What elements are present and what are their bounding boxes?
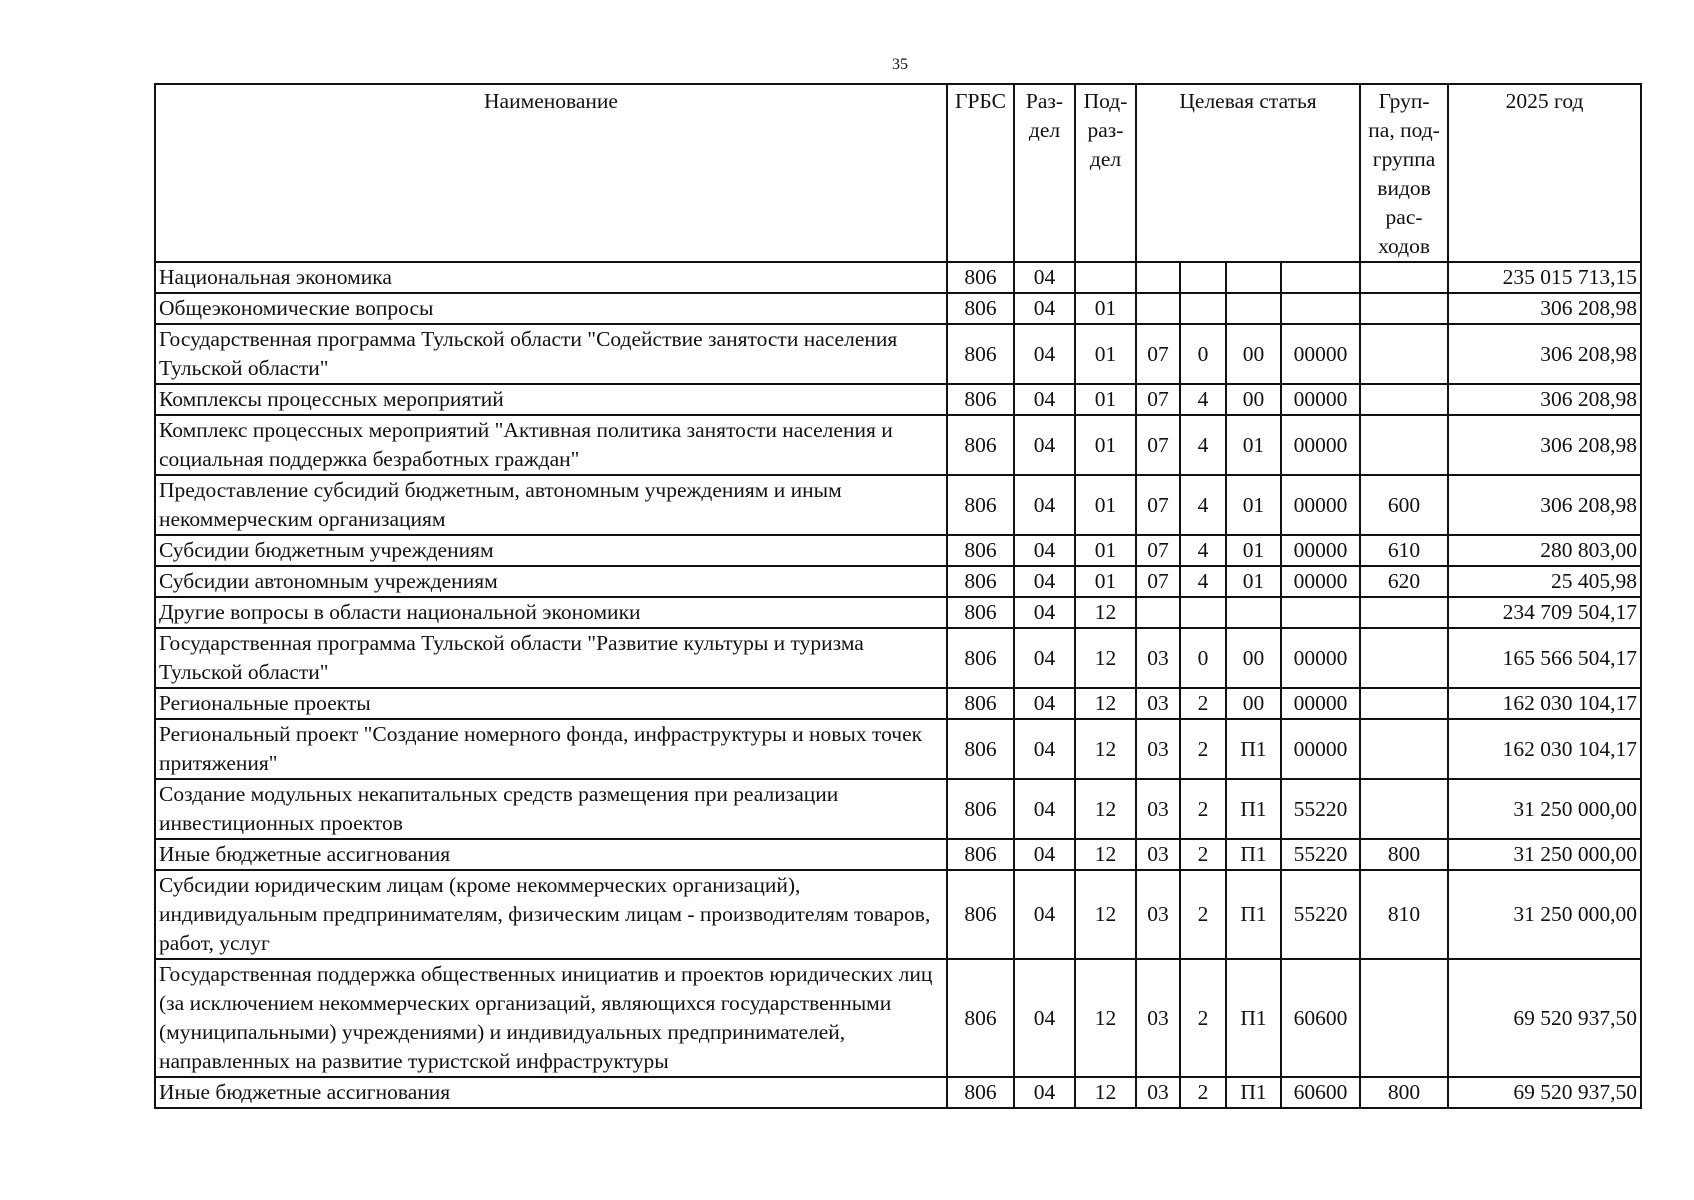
table-row	[155, 779, 1641, 839]
row-target-type: 2	[1180, 719, 1226, 779]
row-expense-group: 600	[1360, 475, 1448, 535]
row-section: 04	[1014, 535, 1075, 566]
row-name: Предоставление субсидий бюджетным, автономным учреждениям и иным некоммерческим организациям	[155, 475, 947, 535]
table-row	[155, 688, 1641, 719]
row-section: 04	[1014, 566, 1075, 597]
row-target-type: 4	[1180, 384, 1226, 415]
row-target-structure	[1226, 293, 1281, 324]
row-target-type: 4	[1180, 415, 1226, 475]
row-section: 04	[1014, 719, 1075, 779]
row-target-structure: 01	[1226, 535, 1281, 566]
row-target-structure: 00	[1226, 384, 1281, 415]
budget-table	[154, 83, 1642, 1109]
table-row	[155, 597, 1641, 628]
row-section: 04	[1014, 959, 1075, 1077]
table-row	[155, 262, 1641, 293]
row-target-program: 03	[1136, 839, 1180, 870]
row-grbs: 806	[947, 415, 1014, 475]
table-row	[155, 475, 1641, 535]
row-section: 04	[1014, 628, 1075, 688]
row-subsection: 01	[1075, 475, 1136, 535]
row-target-direction	[1281, 262, 1360, 293]
page-number: 35	[892, 56, 908, 73]
row-target-type: 4	[1180, 475, 1226, 535]
row-grbs: 806	[947, 959, 1014, 1077]
row-target-type	[1180, 293, 1226, 324]
row-target-structure: П1	[1226, 719, 1281, 779]
row-target-structure: 01	[1226, 475, 1281, 535]
row-target-type: 2	[1180, 839, 1226, 870]
row-name: Субсидии автономным учреждениям	[155, 566, 947, 597]
row-subsection: 01	[1075, 384, 1136, 415]
row-target-program: 03	[1136, 688, 1180, 719]
row-amount: 306 208,98	[1448, 475, 1641, 535]
row-subsection	[1075, 262, 1136, 293]
row-target-direction: 55220	[1281, 779, 1360, 839]
row-section: 04	[1014, 475, 1075, 535]
row-target-structure: П1	[1226, 959, 1281, 1077]
row-target-program: 03	[1136, 628, 1180, 688]
row-grbs: 806	[947, 566, 1014, 597]
row-grbs: 806	[947, 597, 1014, 628]
table-row	[155, 384, 1641, 415]
row-expense-group	[1360, 262, 1448, 293]
row-target-program: 03	[1136, 870, 1180, 959]
row-name: Общеэкономические вопросы	[155, 293, 947, 324]
row-grbs: 806	[947, 779, 1014, 839]
table-row	[155, 870, 1641, 959]
row-amount: 31 250 000,00	[1448, 870, 1641, 959]
row-amount: 306 208,98	[1448, 293, 1641, 324]
row-section: 04	[1014, 324, 1075, 384]
table-row	[155, 1077, 1641, 1108]
row-amount: 69 520 937,50	[1448, 1077, 1641, 1108]
row-expense-group	[1360, 415, 1448, 475]
row-name: Субсидии бюджетным учреждениям	[155, 535, 947, 566]
row-target-structure	[1226, 262, 1281, 293]
row-subsection: 12	[1075, 628, 1136, 688]
row-name: Субсидии юридическим лицам (кроме некоммерческих организаций), индивидуальным предпринимателям, физическим лицам - производителям товаров, работ, услуг	[155, 870, 947, 959]
header-grbs: ГРБС	[947, 84, 1014, 262]
row-subsection: 01	[1075, 566, 1136, 597]
table-row	[155, 535, 1641, 566]
row-expense-group	[1360, 688, 1448, 719]
row-section: 04	[1014, 262, 1075, 293]
header-year: 2025 год	[1448, 84, 1641, 262]
row-grbs: 806	[947, 1077, 1014, 1108]
row-grbs: 806	[947, 628, 1014, 688]
table-row	[155, 628, 1641, 688]
table-row	[155, 839, 1641, 870]
row-target-program	[1136, 293, 1180, 324]
row-target-structure: 01	[1226, 415, 1281, 475]
row-target-program: 07	[1136, 535, 1180, 566]
row-amount: 306 208,98	[1448, 324, 1641, 384]
row-subsection: 01	[1075, 415, 1136, 475]
row-expense-group	[1360, 384, 1448, 415]
row-expense-group	[1360, 719, 1448, 779]
header-subsection-label: Под- раз- дел	[1083, 89, 1128, 171]
table-row	[155, 719, 1641, 779]
row-target-structure: П1	[1226, 870, 1281, 959]
row-target-structure: П1	[1226, 839, 1281, 870]
row-section: 04	[1014, 293, 1075, 324]
row-target-direction: 00000	[1281, 688, 1360, 719]
row-name: Иные бюджетные ассигнования	[155, 1077, 947, 1108]
row-target-direction: 00000	[1281, 415, 1360, 475]
row-amount: 69 520 937,50	[1448, 959, 1641, 1077]
row-target-program	[1136, 597, 1180, 628]
row-target-direction: 55220	[1281, 839, 1360, 870]
row-target-direction: 55220	[1281, 870, 1360, 959]
row-subsection: 01	[1075, 293, 1136, 324]
row-section: 04	[1014, 839, 1075, 870]
row-target-program: 03	[1136, 719, 1180, 779]
row-section: 04	[1014, 384, 1075, 415]
row-target-direction: 00000	[1281, 324, 1360, 384]
row-target-program: 03	[1136, 1077, 1180, 1108]
row-target-direction: 00000	[1281, 628, 1360, 688]
row-target-direction	[1281, 597, 1360, 628]
row-subsection: 12	[1075, 719, 1136, 779]
row-target-type: 2	[1180, 1077, 1226, 1108]
row-name: Региональный проект "Создание номерного фонда, инфраструктуры и новых точек притяжения"	[155, 719, 947, 779]
row-target-structure	[1226, 597, 1281, 628]
table-body	[155, 262, 1641, 1108]
row-target-structure: П1	[1226, 1077, 1281, 1108]
row-subsection: 01	[1075, 535, 1136, 566]
row-target-direction: 00000	[1281, 475, 1360, 535]
header-name: Наименование	[155, 84, 947, 262]
row-target-program: 03	[1136, 959, 1180, 1077]
row-target-type	[1180, 262, 1226, 293]
row-name: Создание модульных некапитальных средств размещения при реализации инвестиционных проектов	[155, 779, 947, 839]
row-amount: 162 030 104,17	[1448, 688, 1641, 719]
row-section: 04	[1014, 1077, 1075, 1108]
row-subsection: 12	[1075, 870, 1136, 959]
header-subsection	[1075, 84, 1136, 262]
row-target-direction: 00000	[1281, 566, 1360, 597]
row-subsection: 12	[1075, 597, 1136, 628]
row-section: 04	[1014, 870, 1075, 959]
row-name: Иные бюджетные ассигнования	[155, 839, 947, 870]
row-target-structure: 00	[1226, 688, 1281, 719]
row-expense-group: 620	[1360, 566, 1448, 597]
row-target-structure: П1	[1226, 779, 1281, 839]
row-expense-group: 800	[1360, 839, 1448, 870]
row-target-structure: 00	[1226, 628, 1281, 688]
row-target-direction: 00000	[1281, 535, 1360, 566]
header-target-article: Целевая статья	[1136, 84, 1360, 262]
row-target-program: 07	[1136, 324, 1180, 384]
row-subsection: 01	[1075, 324, 1136, 384]
table-row	[155, 415, 1641, 475]
row-subsection: 12	[1075, 839, 1136, 870]
row-grbs: 806	[947, 839, 1014, 870]
row-grbs: 806	[947, 719, 1014, 779]
table-header-row	[155, 84, 1641, 262]
row-grbs: 806	[947, 475, 1014, 535]
row-subsection: 12	[1075, 688, 1136, 719]
row-section: 04	[1014, 779, 1075, 839]
row-expense-group: 610	[1360, 535, 1448, 566]
row-grbs: 806	[947, 535, 1014, 566]
row-name: Государственная программа Тульской области "Содействие занятости населения Тульской области"	[155, 324, 947, 384]
row-target-type: 2	[1180, 779, 1226, 839]
row-target-structure: 00	[1226, 324, 1281, 384]
row-expense-group	[1360, 959, 1448, 1077]
row-target-direction: 00000	[1281, 719, 1360, 779]
header-expense-group	[1360, 84, 1448, 262]
row-grbs: 806	[947, 262, 1014, 293]
row-expense-group	[1360, 324, 1448, 384]
row-amount: 162 030 104,17	[1448, 719, 1641, 779]
table-row	[155, 959, 1641, 1077]
row-subsection: 12	[1075, 1077, 1136, 1108]
row-amount: 306 208,98	[1448, 384, 1641, 415]
row-grbs: 806	[947, 870, 1014, 959]
row-target-program: 07	[1136, 415, 1180, 475]
row-section: 04	[1014, 415, 1075, 475]
row-amount: 235 015 713,15	[1448, 262, 1641, 293]
row-amount: 280 803,00	[1448, 535, 1641, 566]
table-row	[155, 324, 1641, 384]
row-name: Государственная поддержка общественных инициатив и проектов юридических лиц (за исключением некоммерческих организаций, являющихся государственными (муниципальными) учреждениями) и индивидуальных предпринимателей, направленных на развитие туристской инфраструктуры	[155, 959, 947, 1077]
row-target-program: 03	[1136, 779, 1180, 839]
row-section: 04	[1014, 597, 1075, 628]
row-expense-group	[1360, 293, 1448, 324]
row-subsection: 12	[1075, 779, 1136, 839]
row-target-program: 07	[1136, 566, 1180, 597]
row-name: Другие вопросы в области национальной экономики	[155, 597, 947, 628]
row-expense-group	[1360, 597, 1448, 628]
header-section-label: Раз- дел	[1025, 89, 1064, 142]
row-target-type: 0	[1180, 628, 1226, 688]
row-target-type: 4	[1180, 566, 1226, 597]
row-target-direction: 00000	[1281, 384, 1360, 415]
row-section: 04	[1014, 688, 1075, 719]
row-expense-group: 810	[1360, 870, 1448, 959]
table-row	[155, 566, 1641, 597]
header-section	[1014, 84, 1075, 262]
row-target-type: 2	[1180, 959, 1226, 1077]
row-name: Комплексы процессных мероприятий	[155, 384, 947, 415]
row-target-type	[1180, 597, 1226, 628]
row-target-direction: 60600	[1281, 1077, 1360, 1108]
row-amount: 31 250 000,00	[1448, 839, 1641, 870]
row-amount: 165 566 504,17	[1448, 628, 1641, 688]
row-expense-group	[1360, 628, 1448, 688]
row-grbs: 806	[947, 688, 1014, 719]
row-expense-group: 800	[1360, 1077, 1448, 1108]
row-target-type: 0	[1180, 324, 1226, 384]
row-subsection: 12	[1075, 959, 1136, 1077]
row-grbs: 806	[947, 293, 1014, 324]
row-target-program: 07	[1136, 384, 1180, 415]
row-amount: 25 405,98	[1448, 566, 1641, 597]
row-name: Национальная экономика	[155, 262, 947, 293]
row-expense-group	[1360, 779, 1448, 839]
row-name: Государственная программа Тульской области "Развитие культуры и туризма Тульской области"	[155, 628, 947, 688]
row-target-type: 4	[1180, 535, 1226, 566]
row-target-direction	[1281, 293, 1360, 324]
row-grbs: 806	[947, 324, 1014, 384]
row-target-program: 07	[1136, 475, 1180, 535]
row-target-structure: 01	[1226, 566, 1281, 597]
table-row	[155, 293, 1641, 324]
row-name: Региональные проекты	[155, 688, 947, 719]
row-grbs: 806	[947, 384, 1014, 415]
row-amount: 306 208,98	[1448, 415, 1641, 475]
row-target-direction: 60600	[1281, 959, 1360, 1077]
row-target-type: 2	[1180, 688, 1226, 719]
row-target-type: 2	[1180, 870, 1226, 959]
row-amount: 31 250 000,00	[1448, 779, 1641, 839]
header-expense-group-label: Груп- па, под- группа видов рас- ходов	[1368, 89, 1440, 258]
row-name: Комплекс процессных мероприятий "Активная политика занятости населения и социальная поддержка безработных граждан"	[155, 415, 947, 475]
row-amount: 234 709 504,17	[1448, 597, 1641, 628]
row-target-program	[1136, 262, 1180, 293]
